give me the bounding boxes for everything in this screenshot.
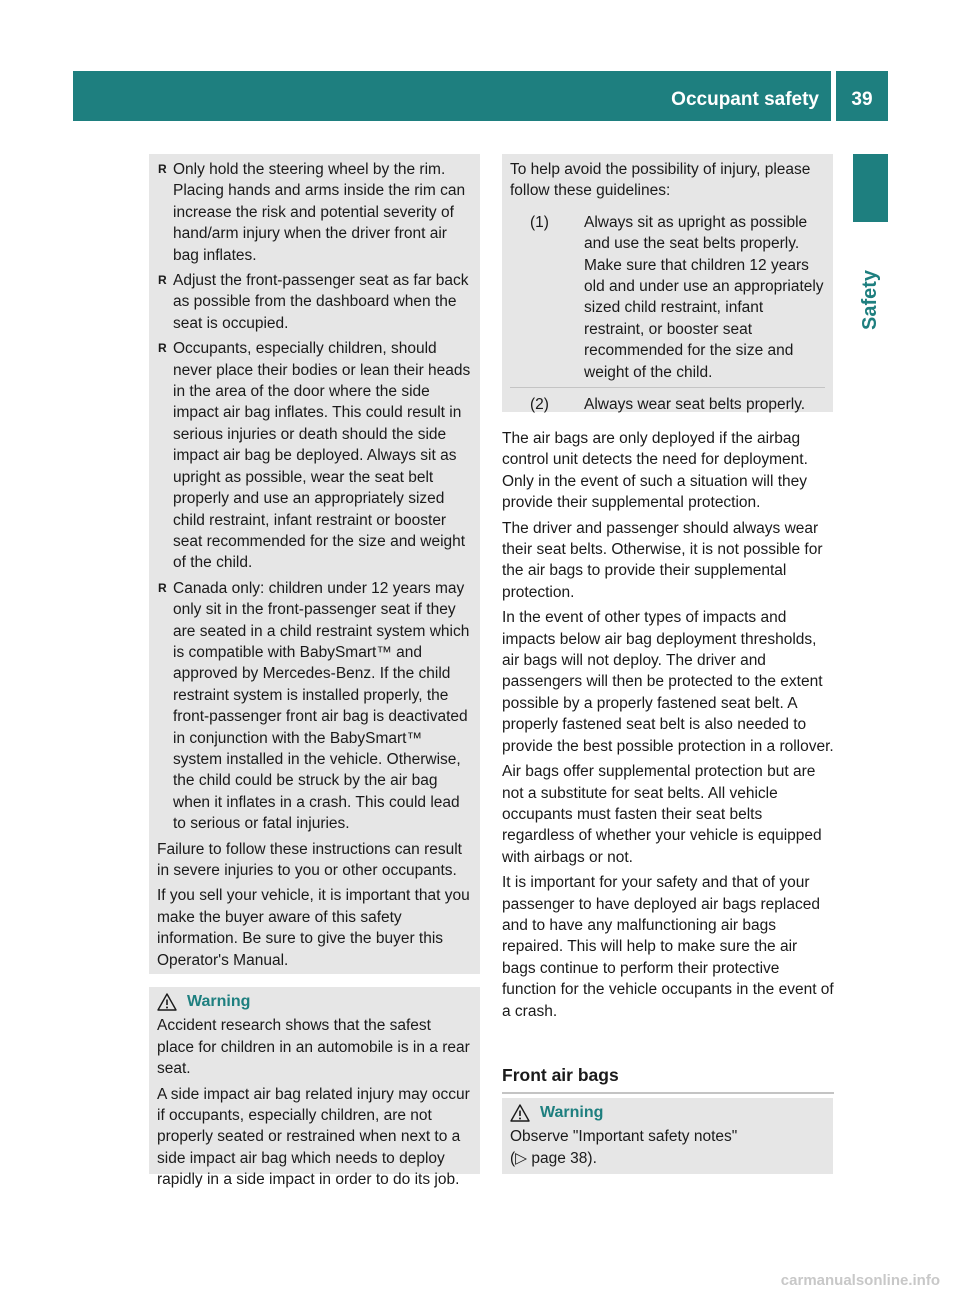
page-reference-link[interactable]: (▷ page 38).: [510, 1149, 597, 1167]
header-bar: [73, 71, 831, 121]
page-section-title: Occupant safety: [671, 89, 819, 110]
warning-triangle-icon: [157, 993, 177, 1011]
bullet-item: R Canada only: children under 12 years may only sit in the front-passenger seat if they are seated in a child restraint system which is compatible with BabySmart™ and approved by Mercedes-Benz. If the child restraint system is installed properly, the front-passenger front air bag is deactivated in conjunction with the BabySmart™ system installed in the vehicle. Otherwise, the child could be struck by the air bag when it inflates in a crash. This could lead to serious or fatal injuries.: [157, 578, 472, 835]
body-paragraph: It is important for your safety and that of your passenger to have deployed air bags replaced and to have any malfunctioning air bags repaired. This will help to make sure the air bags continue to perform their protective function for the vehicle occupants in the event of a crash.: [502, 874, 834, 1020]
body-paragraph: Air bags offer supplemental protection but are not a substitute for seat belts. All vehicle occupants must fasten their seat belts regardless of whether your vehicle is equipped with airbags or not.: [502, 763, 822, 866]
failure-paragraph: Failure to follow these instructions can result in severe injuries to you or other occupants.: [157, 840, 462, 879]
guideline-text: Always wear seat belts properly.: [584, 396, 806, 414]
warning-paragraph: A side impact air bag related injury may occur if occupants, especially children, are not properly seated or restrained when next to a side impact air bag which needs to deploy rapidly in a side impact in order to do its job.: [157, 1085, 470, 1189]
warning-header: [510, 1102, 825, 1123]
guideline-number: (2): [530, 396, 549, 414]
warning-title: Warning: [540, 1104, 604, 1121]
warning-paragraph: Accident research shows that the safest place for children in an automobile is in a rear seat.: [157, 1017, 470, 1078]
warning-header: [157, 991, 472, 1012]
body-paragraph: The driver and passenger should always wear their seat belts. Otherwise, it is not possible for the air bags to provide their supplemental protection.: [502, 519, 823, 601]
page-number: 39: [851, 89, 873, 110]
warning-box-rear-seat: [149, 987, 480, 1189]
body-text-column: [502, 428, 834, 1026]
page-number-box: [836, 71, 888, 121]
left-safety-box: [149, 154, 480, 974]
side-chapter-label: Safety: [859, 269, 881, 331]
guideline-divider: [510, 387, 825, 388]
warning-title: Warning: [187, 993, 251, 1010]
guideline-number: (1): [530, 213, 549, 231]
watermark: carmanualsonline.info: [780, 1272, 940, 1289]
guideline-text: Always sit as upright as possible and use the seat belts properly. Make sure that children 12 years old and under use an appropriately sized child restraint, infant restraint, or booster seat recommended for the size and weight of the child.: [584, 213, 824, 381]
bullet-item: R Only hold the steering wheel by the rim. Placing hands and arms inside the rim can increase the risk and potential severity of hand/arm injury when the driver front air bag inflates.: [157, 159, 472, 266]
safety-bullet-list: [157, 159, 472, 835]
guideline-item: [510, 212, 825, 383]
bullet-item: R Occupants, especially children, should never place their bodies or lean their heads in the area of the door where the side impact air bag inflates. This could result in serious injuries or death should the side impact air bag be deployed. Always sit as upright as possible, wear the seat belt properly and use an appropriately sized child restraint, infant restraint or booster seat recommended for the size and weight of the child.: [157, 338, 472, 573]
body-paragraph: In the event of other types of impacts and impacts below air bag deployment thresholds, air bags will not deploy. The driver and passengers will then be protected to the extent possible by a properly fastened seat belt. A properly fastened seat belt is also needed to provide the best possible protection in a rollover.: [502, 609, 834, 755]
guideline-item: [510, 394, 825, 415]
bullet-item: R Adjust the front-passenger seat as far back as possible from the dashboard when the seat is occupied.: [157, 270, 472, 334]
body-paragraph: The air bags are only deployed if the airbag control unit detects the need for deployment. Only in the event of such a situation will they provide their supplemental protection.: [502, 430, 808, 512]
sell-vehicle-paragraph: If you sell your vehicle, it is important that you make the buyer aware of this safety information. Be sure to give the buyer this Operator's Manual.: [157, 887, 470, 969]
warning-box-important-notes: [502, 1098, 833, 1174]
guidelines-box: [502, 154, 833, 412]
warning-text: Observe "Important safety notes": [510, 1128, 738, 1146]
guidelines-intro: To help avoid the possibility of injury, please follow these guidelines:: [510, 161, 811, 200]
section-heading: Front air bags: [502, 1063, 834, 1094]
side-tab-marker: [853, 154, 888, 222]
warning-triangle-icon: [510, 1104, 530, 1122]
